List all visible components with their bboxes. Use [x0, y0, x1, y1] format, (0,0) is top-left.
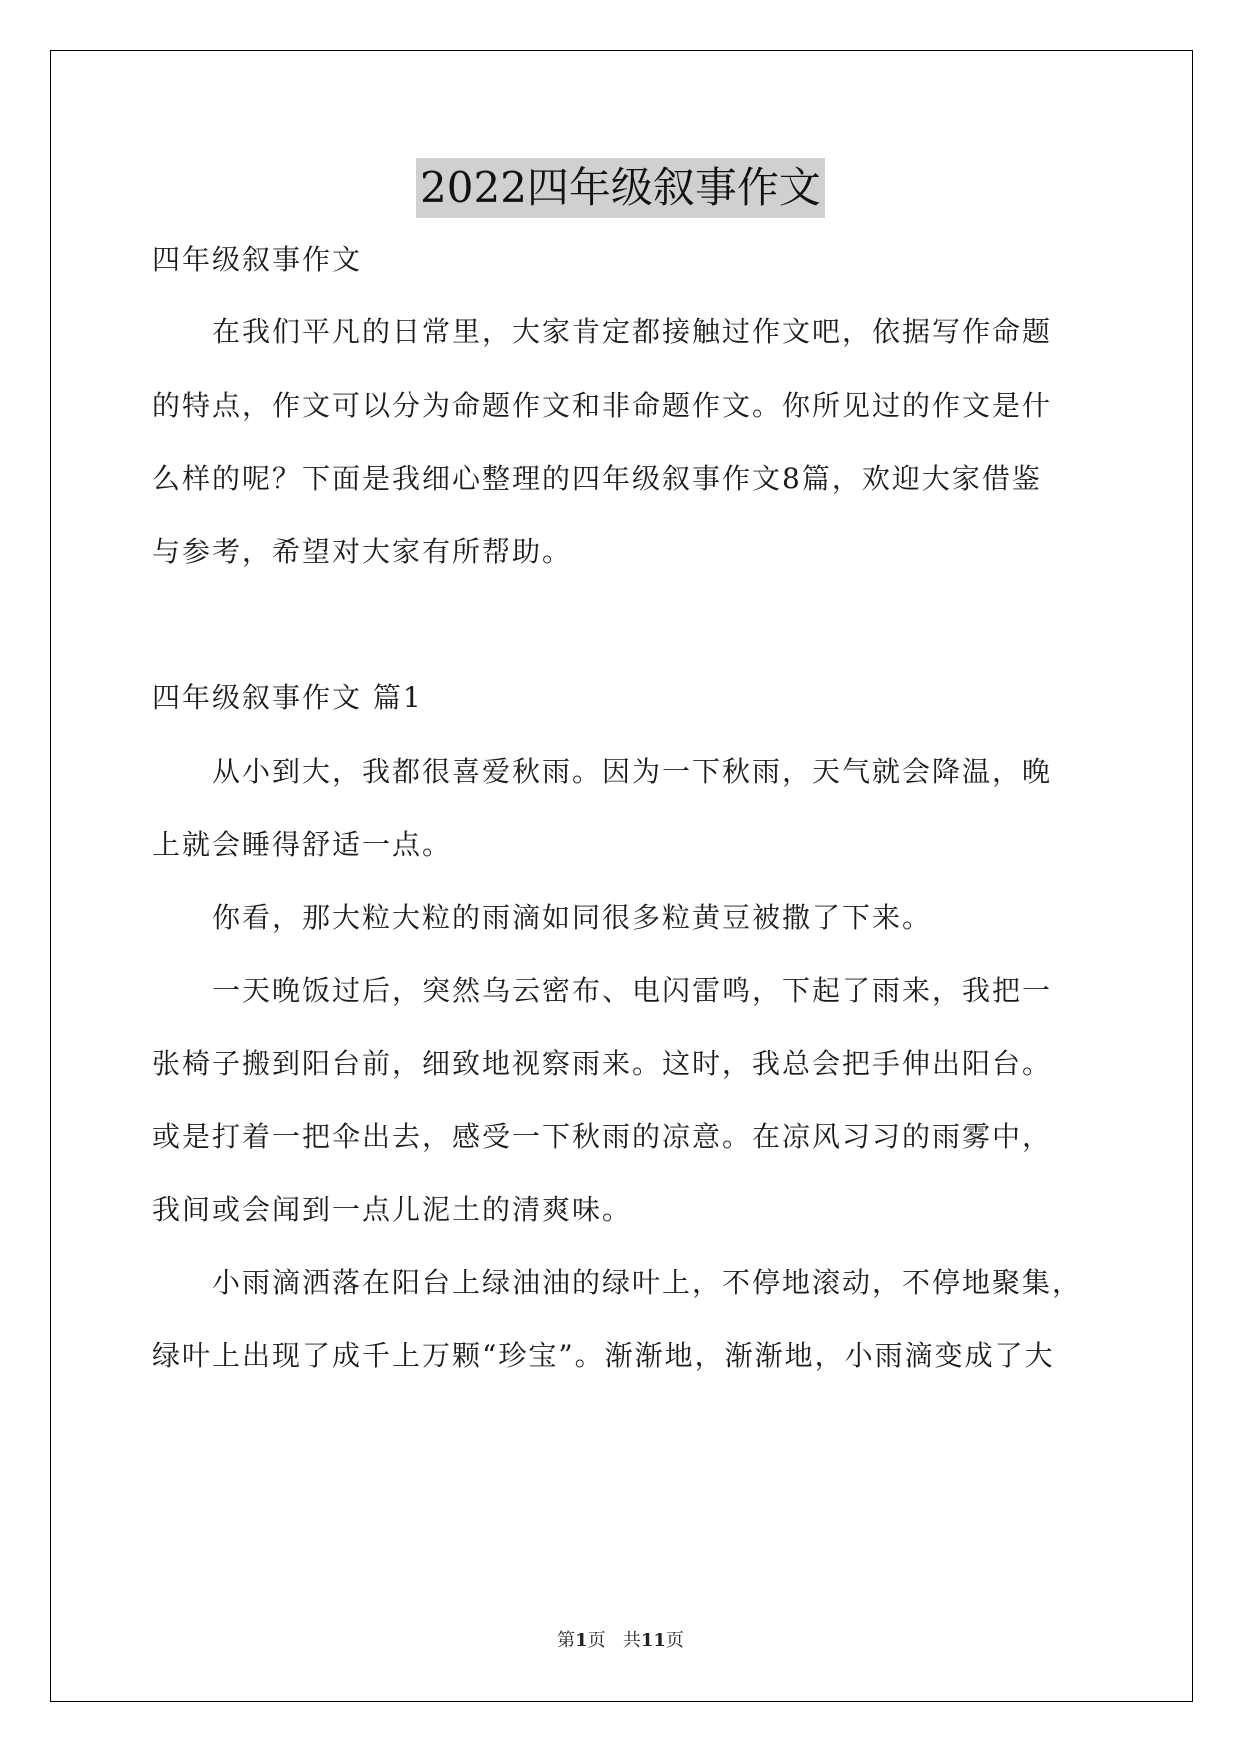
footer-page-prefix: 第: [557, 1630, 576, 1651]
footer-total-suffix: 页: [665, 1630, 684, 1651]
section-heading: 四年级叙事作文 篇1: [152, 681, 423, 714]
body-line-9: 绿叶上出现了成千上万颗“珍宝”。渐渐地，渐渐地，小雨滴变成了大: [152, 1339, 1055, 1372]
intro-line-1: 在我们平凡的日常里，大家肯定都接触过作文吧，依据写作命题: [212, 315, 1053, 348]
body-line-3: 你看，那大粒大粒的雨滴如同很多粒黄豆被撒了下来。: [212, 901, 933, 934]
body-line-7: 我间或会闻到一点儿泥土的清爽味。: [152, 1193, 633, 1226]
document-title: 2022四年级叙事作文: [416, 158, 825, 218]
body-line-2: 上就会睡得舒适一点。: [152, 828, 453, 861]
footer-page-suffix: 页: [587, 1630, 606, 1651]
intro-line-3: 么样的呢？下面是我细心整理的四年级叙事作文8篇，欢迎大家借鉴: [152, 462, 1042, 495]
body-line-6: 或是打着一把伞出去，感受一下秋雨的凉意。在凉风习习的雨雾中，: [152, 1120, 1053, 1153]
body-line-4: 一天晚饭过后，突然乌云密布、电闪雷鸣，下起了雨来，我把一: [212, 974, 1053, 1007]
footer-total-pages: 11: [640, 1630, 666, 1651]
intro-line-4: 与参考，希望对大家有所帮助。: [152, 535, 573, 568]
page-footer: [0, 1629, 1241, 1653]
title-container: [0, 158, 1241, 218]
page-border: [50, 50, 1193, 1702]
body-line-5: 张椅子搬到阳台前，细致地视察雨来。这时，我总会把手伸出阳台。: [152, 1047, 1053, 1080]
intro-line-2: 的特点，作文可以分为命题作文和非命题作文。你所见过的作文是什: [152, 389, 1053, 422]
body-line-8: 小雨滴洒落在阳台上绿油油的绿叶上，不停地滚动，不停地聚集，: [212, 1266, 1083, 1299]
footer-total-prefix: 共: [622, 1630, 641, 1651]
subtitle: 四年级叙事作文: [152, 243, 363, 276]
body-line-1: 从小到大，我都很喜爱秋雨。因为一下秋雨，天气就会降温，晚: [212, 755, 1053, 788]
footer-page-number: 1: [575, 1630, 588, 1651]
